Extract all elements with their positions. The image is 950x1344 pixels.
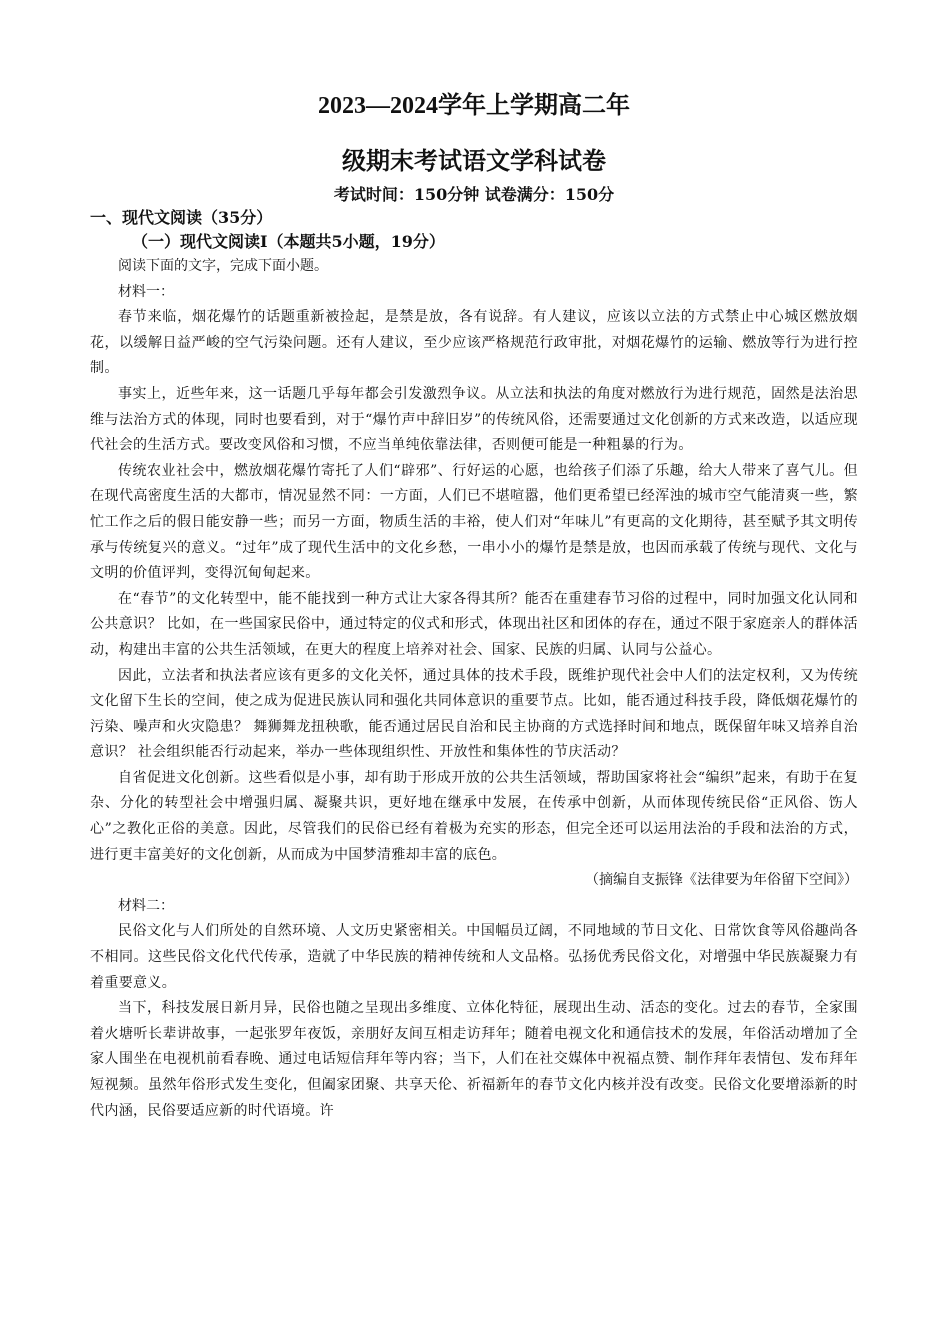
exam-title-line2: 级期末考试语文学科试卷 (342, 149, 606, 175)
material2-paragraph: 当下，科技发展日新月异，民俗也随之呈现出多维度、立体化特征，展现出生动、活态的变化。过去的春节，全家围着火塘听长辈讲故事，一起张罗年夜饭，亲朋好友间互相走访拜年；随着电视文化和通信技术的发展，年俗活动增加了全家人围坐在电视机前看春晚、通过电话短信拜年等内容；当下，人们在社交媒体中祝福点赞、制作拜年表情包、发布拜年短视频。虽然年俗形式发生变化，但阖家团聚、共享天伦、祈福新年的春节文化内核并没有改变。民俗文化要增添新的时代内涵，民俗要适应新的时代语境。许 (90, 1000, 858, 1119)
material1-label: 材料一： (118, 283, 174, 300)
material2-label: 材料二： (118, 897, 174, 914)
exam-title-line1: 2023—2024学年上学期高二年 (318, 93, 630, 119)
material1-paragraph: 在“春节”的文化转型中，能不能找到一种方式让大家各得其所？能否在重建春节习俗的过程中，同时加强文化认同和公共意识？ 比如，在一些国家民俗中，通过特定的仪式和形式，体现出社区和团体的存在，通过不限于家庭亲人的群体活动，构建出丰富的公共生活领域，在更大的程度上培养对社会、国家、民族的归属、认同与公益心。 (90, 590, 858, 658)
material1-paragraph: 因此，立法者和执法者应该有更多的文化关怀，通过具体的技术手段，既维护现代社会中人们的法定权利，又为传统文化留下生长的空间，使之成为促进民族认同和强化共同体意识的重要节点。比如，能否通过科技手段，降低烟花爆竹的污染、噪声和火灾隐患？ 舞狮舞龙扭秧歌，能否通过居民自治和民主协商的方式选择时间和地点，既保留年味又培养自治意识？ 社会组织能否行动起来，举办一些体现组织性、开放性和集体性的节庆活动？ (90, 667, 858, 761)
material2-paragraph: 民俗文化与人们所处的自然环境、人文历史紧密相关。中国幅员辽阔，不同地域的节日文化、日常饮食等风俗趣尚各不相同。这些民俗文化代代传承，造就了中华民族的精神传统和人文品格。弘扬优秀民俗文化，对增强中华民族凝聚力有着重要意义。 (90, 923, 858, 991)
exam-info: 考试时间：150分钟 试卷满分：150分 (333, 185, 615, 204)
sub-section-heading: （一）现代文阅读Ⅰ（本题共5小题，19分） (132, 232, 445, 251)
section-heading: 一、现代文阅读（35分） (90, 208, 273, 227)
material1-paragraph: 春节来临，烟花爆竹的话题重新被捡起，是禁是放，各有说辞。有人建议，应该以立法的方式禁止中心城区燃放烟花，以缓解日益严峻的空气污染问题。还有人建议，至少应该严格规范行政审批，对烟花爆竹的运输、燃放等行为进行控制。 (90, 309, 858, 377)
material1-paragraph: 自省促进文化创新。这些看似是小事，却有助于形成开放的公共生活领域，帮助国家将社会“编织”起来，有助于在复杂、分化的转型社会中增强归属、凝聚共识，更好地在继承中发展，在传承中创新，从而体现传统民俗“正风俗、饬人心”之教化正俗的美意。因此，尽管我们的民俗已经有着极为充实的形态，但完全还可以运用法治的手段和法治的方式，进行更丰富美好的文化创新，从而成为中国梦清雅却丰富的底色。 (90, 769, 858, 863)
material1-source: （摘编自支振锋《法律要为年俗留下空间》） (585, 872, 858, 889)
reading-instruction: 阅读下面的文字，完成下面小题。 (118, 258, 328, 274)
material1-paragraph: 事实上，近些年来，这一话题几乎每年都会引发激烈争议。从立法和执法的角度对燃放行为进行规范，固然是法治思维与法治方式的体现，同时也要看到，对于“爆竹声中辞旧岁”的传统风俗，还需要通过文化创新的方式来改造，以适应现代社会的生活方式。要改变风俗和习惯，不应当单纯依靠法律，否则便可能是一种粗暴的行为。 (90, 385, 858, 454)
material1-paragraph: 传统农业社会中，燃放烟花爆竹寄托了人们“辟邪”、行好运的心愿，也给孩子们添了乐趣，给大人带来了喜气儿。但在现代高密度生活的大都市，情况显然不同：一方面，人们已不堪喧嚣，他们更希望已经浑浊的城市空气能清爽一些，繁忙工作之后的假日能安静一些；而另一方面，物质生活的丰裕，使人们对“年味儿”有更高的文化期待，甚至赋予其文明传承与传统复兴的意义。“过年”成了现代生活中的文化乡愁，一串小小的爆竹是禁是放，也因而承载了传统与现代、文化与文明的价值评判，变得沉甸甸起来。 (90, 462, 858, 582)
